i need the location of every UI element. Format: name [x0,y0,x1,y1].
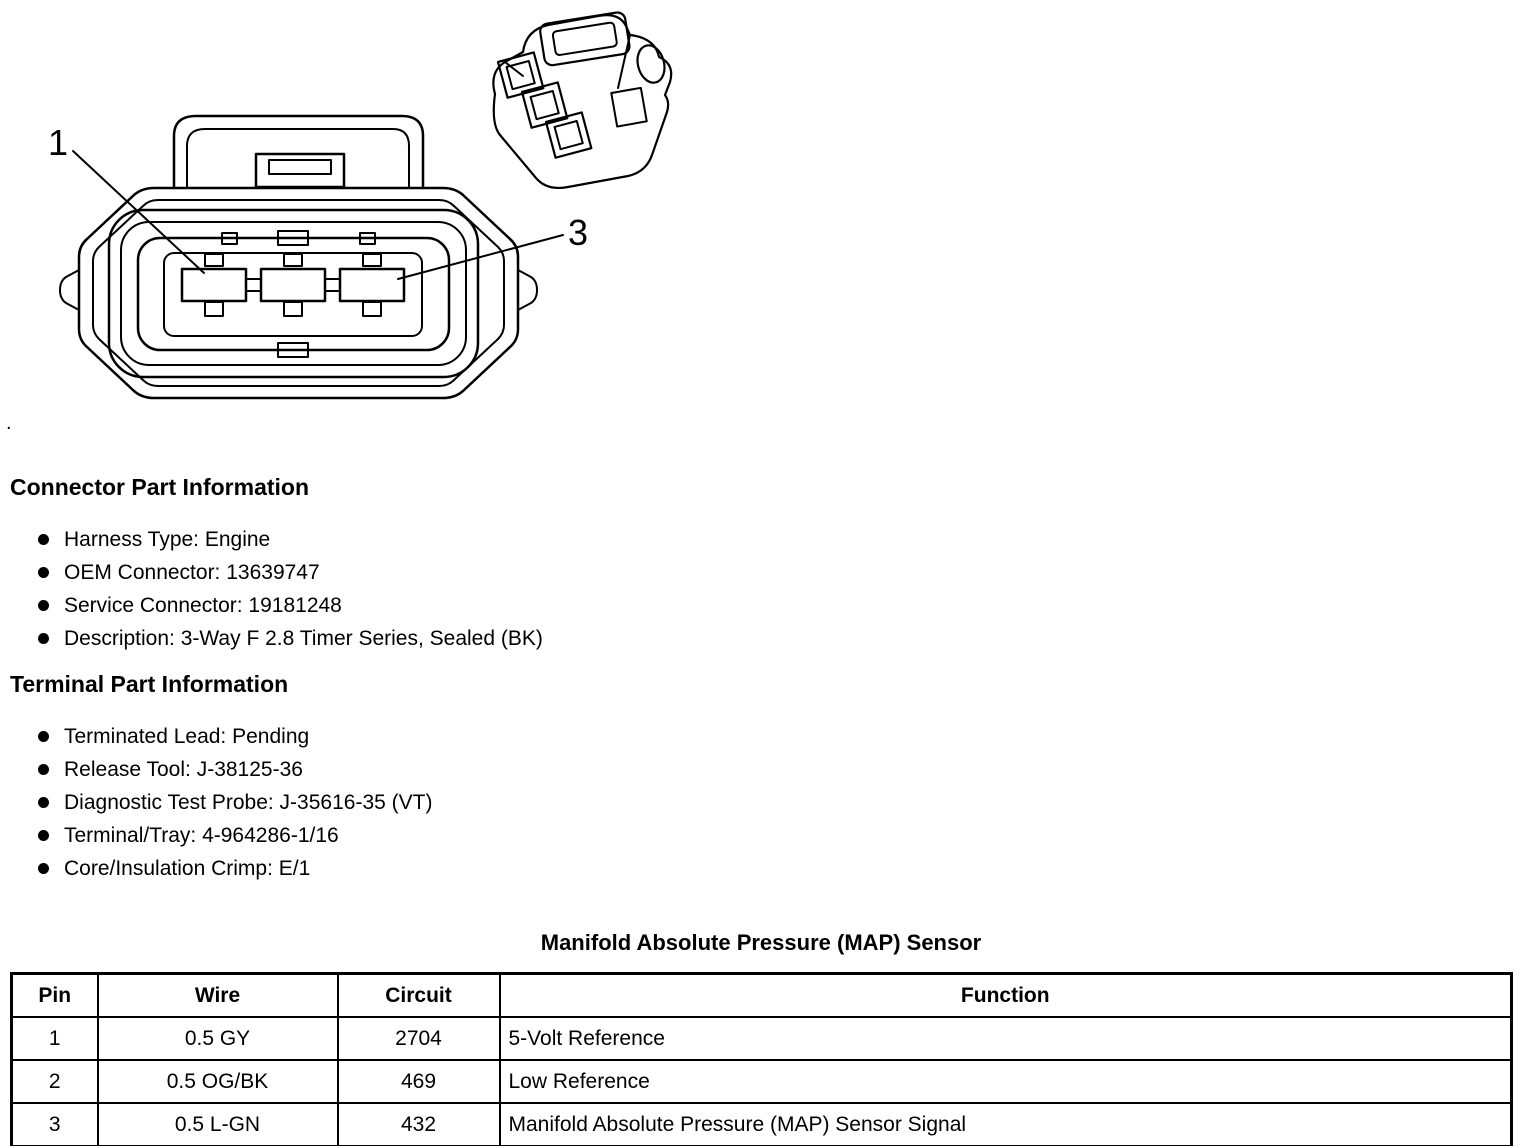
cell-wire: 0.5 L-GN [98,1103,338,1146]
list-item-release-tool: Release Tool: J-38125-36 [10,753,1512,786]
connector-diagram [6,2,706,447]
column-header-wire: Wire [98,974,338,1018]
connector-diagram-svg [6,2,706,442]
cell-circuit: 469 [338,1060,500,1103]
column-header-circuit: Circuit [338,974,500,1018]
list-item-terminated-lead: Terminated Lead: Pending [10,720,1512,753]
cell-function: Low Reference [500,1060,1512,1103]
cell-pin: 3 [12,1103,98,1146]
cell-wire: 0.5 OG/BK [98,1060,338,1103]
list-item-description: Description: 3-Way F 2.8 Timer Series, Sealed (BK) [10,622,1512,655]
callout-pin-1: 1 [48,122,69,163]
list-item-terminal-tray: Terminal/Tray: 4-964286-1/16 [10,819,1512,852]
cell-function: 5-Volt Reference [500,1017,1512,1060]
terminal-info-heading: Terminal Part Information [10,671,289,697]
pinout-table-title: Manifold Absolute Pressure (MAP) Sensor [540,930,982,955]
list-item-oem-connector: OEM Connector: 13639747 [10,556,1512,589]
cell-circuit: 2704 [338,1017,500,1060]
callout-leader-lines [73,151,563,279]
connector-3d-view [493,11,671,188]
pinout-table [10,972,1513,1146]
connector-front-view [60,116,537,398]
table-header-row [12,974,1512,1018]
list-item-diagnostic-test-probe: Diagnostic Test Probe: J-35616-35 (VT) [10,786,1512,819]
callout-pin-3: 3 [568,212,589,253]
cell-function: Manifold Absolute Pressure (MAP) Sensor Signal [500,1103,1512,1146]
table-row [12,1103,1512,1146]
stray-mark: . [6,412,12,434]
terminal-info-list [10,720,1512,885]
cell-pin: 2 [12,1060,98,1103]
cell-pin: 1 [12,1017,98,1060]
list-item-harness-type: Harness Type: Engine [10,523,1512,556]
cell-wire: 0.5 GY [98,1017,338,1060]
column-header-pin: Pin [12,974,98,1018]
list-item-service-connector: Service Connector: 19181248 [10,589,1512,622]
list-item-core-insulation-crimp: Core/Insulation Crimp: E/1 [10,852,1512,885]
document-content [10,474,1512,1146]
connector-info-list [10,523,1512,655]
table-row [12,1017,1512,1060]
cell-circuit: 432 [338,1103,500,1146]
connector-info-heading: Connector Part Information [10,474,310,500]
column-header-function: Function [500,974,1512,1018]
table-row [12,1060,1512,1103]
